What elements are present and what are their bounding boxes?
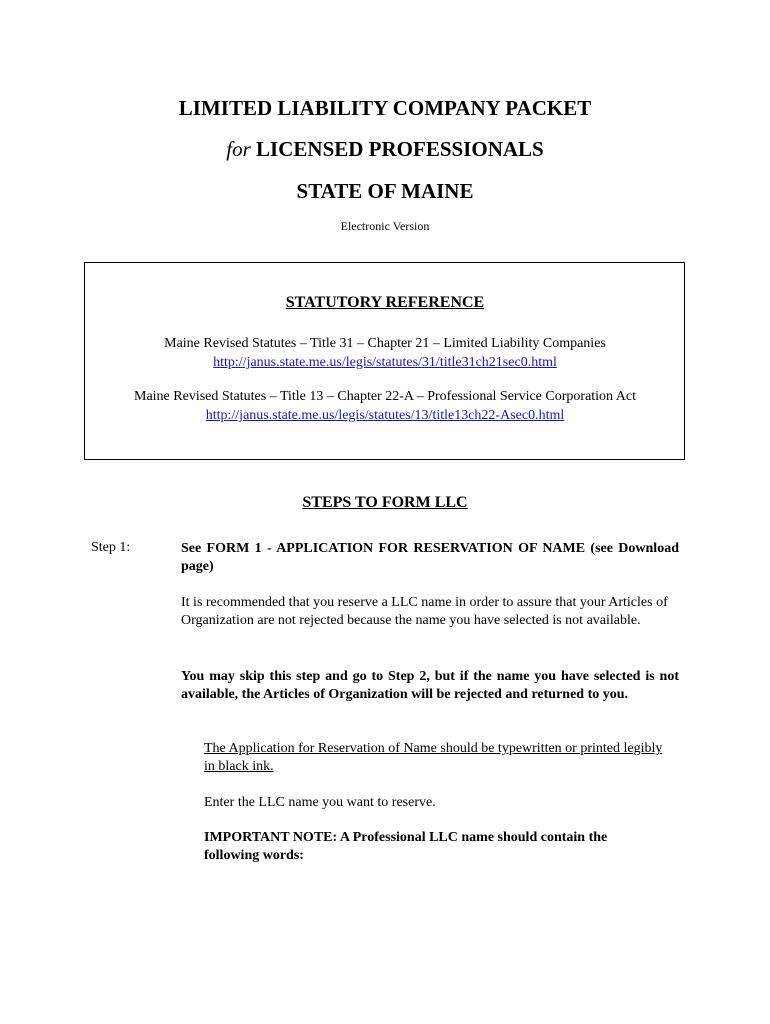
title-line-1: LIMITED LIABILITY COMPANY PACKET xyxy=(178,96,592,120)
step-1-paragraph-4: Enter the LLC name you want to reserve. xyxy=(204,795,436,810)
title-line-2-text: LICENSED PROFESSIONALS xyxy=(250,137,544,161)
title-line-3: STATE OF MAINE xyxy=(296,179,474,203)
step-1-important-note: IMPORTANT NOTE: A Professional LLC name should contain the following words: xyxy=(204,830,608,863)
statute-link-1[interactable]: http://janus.state.me.us/legis/statutes/31/title31ch21sec0.html xyxy=(213,355,557,370)
version-label: Electronic Version xyxy=(340,219,430,233)
step-1-label: Step 1: xyxy=(91,540,131,555)
step-1-paragraph-3: The Application for Reservation of Name should be typewritten or printed legibly in black ink. xyxy=(204,741,663,774)
title-for-word: for xyxy=(226,137,251,161)
step-1-paragraph-2: You may skip this step and go to Step 2, but if the name you have selected is not available, the Articles of Organization will be rejected and returned to you. xyxy=(181,669,679,702)
statute-link-2[interactable]: http://janus.state.me.us/legis/statutes/13/title13ch22-Asec0.html xyxy=(205,408,565,423)
steps-heading: STEPS TO FORM LLC xyxy=(302,494,468,511)
statute-reference-1: Maine Revised Statutes – Title 31 – Chapter 21 – Limited Liability Companies xyxy=(164,336,606,351)
statute-reference-2: Maine Revised Statutes – Title 13 – Chapter 22-A – Professional Service Corporation Act xyxy=(134,389,636,404)
step-1-paragraph-1: It is recommended that you reserve a LLC name in order to assure that your Articles of Organization are not rejected because the name you have selected is not available. xyxy=(181,595,668,628)
title-line-2 xyxy=(0,137,770,162)
step-1-title: See FORM 1 - APPLICATION FOR RESERVATION OF NAME (see Download page) xyxy=(181,541,679,574)
statutory-reference-heading: STATUTORY REFERENCE xyxy=(285,294,485,311)
